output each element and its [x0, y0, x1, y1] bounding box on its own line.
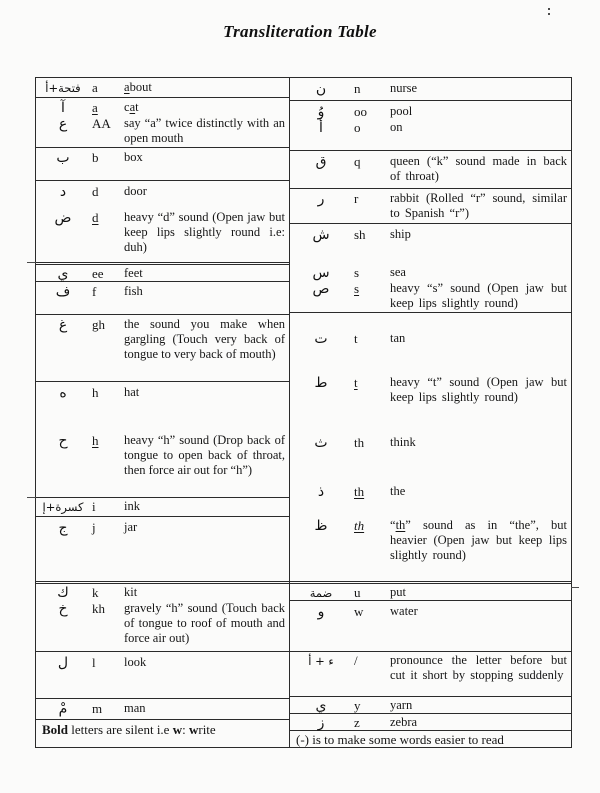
description: “th” sound as in “the”, but heavier (Open jaw but keep lips slightly round) — [390, 518, 567, 562]
transliteration: s — [354, 281, 360, 296]
transliteration: b — [92, 150, 99, 165]
row-group-y — [290, 696, 571, 713]
transliteration: o — [354, 120, 361, 135]
description: think — [390, 435, 416, 449]
description: sea — [390, 265, 406, 279]
description: tan — [390, 331, 406, 345]
arabic-letter: فتحة+أ — [45, 81, 81, 95]
transliteration-table — [35, 77, 572, 748]
description: man — [124, 701, 146, 715]
transliteration: a — [92, 100, 98, 115]
row-group-r — [290, 188, 571, 223]
arabic-letter: ذ — [317, 484, 325, 500]
arabic-letter: خ — [58, 601, 68, 617]
table-row — [36, 100, 289, 116]
row-group-j — [36, 516, 289, 581]
transliteration: th — [354, 484, 365, 499]
table-row — [36, 317, 289, 362]
transliteration: th — [354, 435, 365, 450]
arabic-letter: أ — [319, 120, 323, 136]
table-right-column — [289, 78, 571, 747]
row-group-i — [36, 497, 289, 516]
description: about — [124, 80, 152, 94]
table-row — [290, 435, 571, 451]
table-row — [290, 331, 571, 347]
table-row — [290, 653, 571, 683]
arabic-letter: ع — [58, 116, 68, 132]
table-row — [36, 80, 289, 96]
description: say “a” twice distinctly with an open mouth — [124, 116, 285, 145]
arabic-letter: ضمة — [309, 586, 333, 600]
row-group-gh — [36, 314, 289, 381]
table-row — [36, 385, 289, 401]
table-row — [36, 116, 289, 146]
table-row — [36, 150, 289, 166]
transliteration: AA — [92, 116, 111, 131]
transliteration: ee — [92, 266, 104, 281]
transliteration: h — [92, 433, 99, 448]
transliteration: z — [354, 715, 360, 730]
scan-artifact — [571, 587, 579, 588]
table-row — [290, 104, 571, 120]
table-row — [290, 265, 571, 281]
scan-artifact — [27, 497, 36, 498]
description: box — [124, 150, 143, 164]
table-row — [36, 601, 289, 646]
description: yarn — [390, 698, 413, 712]
arabic-letter: ح — [58, 433, 68, 449]
row-group-b — [36, 147, 289, 180]
table-row — [290, 81, 571, 97]
description: feet — [124, 266, 143, 280]
table-row — [290, 484, 571, 500]
scan-artifact — [548, 8, 550, 10]
arabic-letter: ز — [317, 715, 325, 731]
transliteration: n — [354, 81, 361, 96]
arabic-letter: ه — [59, 385, 67, 401]
arabic-letter: د — [59, 184, 67, 200]
description: water — [390, 604, 418, 618]
row-group-w — [290, 600, 571, 651]
row-group-oo-o — [290, 100, 571, 150]
description: the — [390, 484, 406, 498]
transliteration: th — [354, 518, 365, 533]
row-group-ee — [36, 262, 289, 281]
transliteration: t — [354, 331, 358, 346]
description: ship — [390, 227, 411, 241]
row-group-h — [36, 381, 289, 497]
table-row — [290, 227, 571, 243]
arabic-letter: مْ — [58, 701, 68, 717]
document-title: Transliteration Table — [223, 22, 377, 41]
table-row — [36, 655, 289, 671]
transliteration: w — [354, 604, 364, 619]
description: look — [124, 655, 147, 669]
transliteration: a — [92, 80, 98, 95]
arabic-letter: ض — [54, 210, 72, 226]
arabic-letter: ص — [312, 281, 330, 297]
description: put — [390, 585, 406, 599]
description: ink — [124, 499, 140, 513]
arabic-letter: ث — [314, 435, 328, 451]
table-row — [290, 585, 571, 601]
row-group-l — [36, 651, 289, 698]
transliteration: j — [92, 520, 96, 535]
transliteration: d — [92, 210, 99, 225]
row-group-u — [290, 581, 571, 600]
table-row — [290, 375, 571, 405]
arabic-letter: و — [317, 604, 325, 620]
arabic-letter: ر — [317, 191, 325, 207]
description: pronounce the letter before but cut it short by stopping suddenly — [390, 653, 567, 682]
table-row — [36, 701, 289, 717]
table-left-column — [36, 78, 289, 747]
description: on — [390, 120, 403, 134]
arabic-letter: ت — [314, 331, 328, 347]
description: heavy “h” sound (Drop back of tongue to open back of throat, then force air out for “h”) — [124, 433, 285, 477]
table-row — [290, 281, 571, 311]
row-group-hamza — [290, 651, 571, 696]
transliteration: k — [92, 585, 99, 600]
arabic-letter: غ — [58, 317, 68, 333]
row-group-z — [290, 713, 571, 730]
transliteration: l — [92, 655, 96, 670]
description: heavy “d” sound (Open jaw but keep lips slightly round i.e: duh) — [124, 210, 285, 254]
row-group-a2-AA — [36, 97, 289, 147]
row-group-n — [290, 78, 571, 100]
description: zebra — [390, 715, 418, 729]
table-row — [290, 698, 571, 714]
transliteration: sh — [354, 227, 366, 242]
transliteration: d — [92, 184, 99, 199]
transliteration: oo — [354, 104, 367, 119]
table-row — [36, 284, 289, 300]
arabic-letter: ي — [57, 266, 69, 282]
description: heavy “s” sound (Open jaw but keep lips slightly round) — [390, 281, 567, 310]
transliteration: f — [92, 284, 97, 299]
row-group-a — [36, 78, 289, 97]
arabic-letter: ن — [315, 81, 327, 97]
transliteration: u — [354, 585, 361, 600]
transliteration: h — [92, 385, 99, 400]
description: queen (“k” sound made in back of throat) — [390, 154, 567, 183]
row-group-d — [36, 180, 289, 262]
transliteration: i — [92, 499, 96, 514]
arabic-letter: ق — [315, 154, 327, 170]
table-row — [290, 518, 571, 563]
description: the sound you make when gargling (Touch very back of tongue to very back of mouth) — [124, 317, 285, 361]
transliteration: r — [354, 191, 359, 206]
transliteration: q — [354, 154, 361, 169]
right-footnote: (-) is to make some words easier to read — [290, 730, 571, 746]
arabic-letter: ب — [56, 150, 70, 166]
row-group-sh-s — [290, 223, 571, 312]
transliteration: m — [92, 701, 103, 716]
transliteration: / — [354, 653, 358, 668]
left-footnote: Bold letters are silent i.e w: write — [36, 719, 289, 746]
transliteration: y — [354, 698, 361, 713]
description: fish — [124, 284, 143, 298]
arabic-letter: ش — [312, 227, 330, 243]
arabic-letter: ج — [58, 520, 68, 536]
description: door — [124, 184, 147, 198]
description: heavy “t” sound (Open jaw but keep lips slightly round) — [390, 375, 567, 404]
arabic-letter: س — [312, 265, 330, 281]
description: pool — [390, 104, 413, 118]
description: jar — [124, 520, 138, 534]
arabic-letter: ء + أ — [308, 654, 334, 668]
arabic-letter: ظ — [314, 518, 328, 534]
table-row — [290, 604, 571, 620]
arabic-letter: وُ — [317, 104, 325, 120]
table-row — [36, 210, 289, 255]
row-group-m — [36, 698, 289, 719]
description: hat — [124, 385, 140, 399]
row-group-k-kh — [36, 581, 289, 651]
table-row — [290, 154, 571, 184]
table-row — [290, 191, 571, 221]
arabic-letter: ف — [55, 284, 71, 300]
transliteration: gh — [92, 317, 105, 332]
description: nurse — [390, 81, 418, 95]
description: cat — [124, 100, 139, 114]
transliteration: s — [354, 265, 360, 280]
table-row — [290, 120, 571, 136]
table-row — [290, 715, 571, 731]
arabic-letter: ك — [57, 585, 69, 601]
row-group-t-th — [290, 312, 571, 581]
table-row — [36, 266, 289, 282]
table-row — [36, 520, 289, 536]
description: gravely “h” sound (Touch back of tongue to roof of mouth and force air out) — [124, 601, 285, 645]
row-group-q — [290, 150, 571, 188]
arabic-letter: آ — [61, 100, 65, 116]
arabic-letter: ط — [314, 375, 328, 391]
table-row — [36, 585, 289, 601]
row-group-f — [36, 281, 289, 314]
description: kit — [124, 585, 138, 599]
table-row — [36, 499, 289, 515]
scan-artifact — [27, 262, 36, 263]
table-row — [36, 433, 289, 478]
transliteration: t — [354, 375, 358, 390]
arabic-letter: ل — [57, 655, 69, 671]
transliteration: kh — [92, 601, 105, 616]
description: rabbit (Rolled “r” sound, similar to Spanish “r”) — [390, 191, 567, 220]
arabic-letter: ي — [315, 698, 327, 714]
arabic-letter: كسرة+إ — [42, 500, 84, 514]
table-row — [36, 184, 289, 200]
